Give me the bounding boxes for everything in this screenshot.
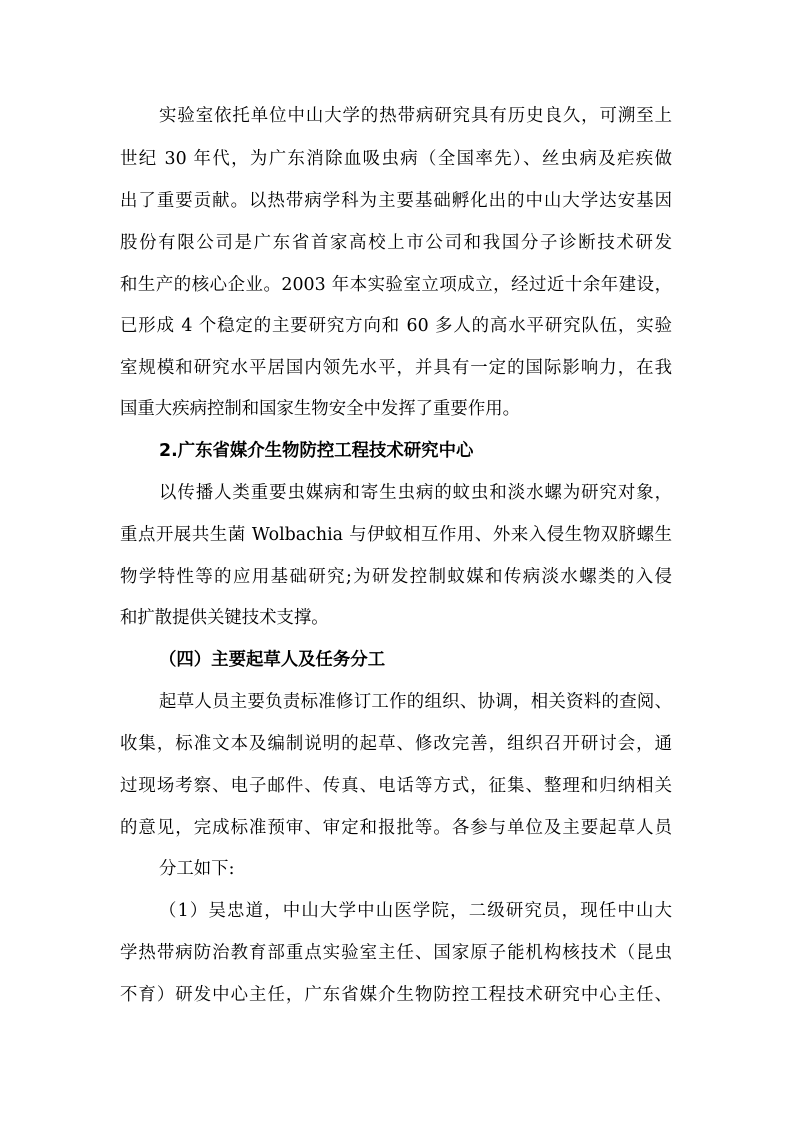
text-line: 室规模和研究水平居国内领先水平，并具有一定的国际影响力，在我 [120,358,672,378]
text-line: 不育）研发中心主任，广东省媒介生物防控工程技术研究中心主任、 [120,985,672,1005]
text-line: 起草人员主要负责标准修订工作的组织、协调，相关资料的查阅、 [159,692,672,712]
text-line: 和扩散提供关键技术支撑。 [120,608,329,628]
text-line: 重点开展共生菌 Wolbachia 与伊蚊相互作用、外来入侵生物双脐螺生 [120,525,672,545]
text-line: 实验室依托单位中山大学的热带病研究具有历史良久，可溯至上 [159,106,672,126]
text-line: 和生产的核心企业。2003 年本实验室立项成立，经过近十余年建设， [120,275,672,295]
text-line: （1）吴忠道，中山大学中山医学院，二级研究员，现任中山大 [159,901,672,921]
text-line: 物学特性等的应用基础研究;为研发控制蚊媒和传病淡水螺类的入侵 [120,567,672,587]
text-line: 过现场考察、电子邮件、传真、电话等方式，征集、整理和归纳相关 [120,776,672,796]
text-line: 国重大疾病控制和国家生物安全中发挥了重要作用。 [120,399,520,419]
section-heading: （四）主要起草人及任务分工 [159,650,386,670]
text-line: 学热带病防治教育部重点实验室主任、国家原子能机构核技术（昆虫 [120,943,672,963]
section-heading: 2.广东省媒介生物防控工程技术研究中心 [159,441,474,461]
text-line: 分工如下: [159,859,235,879]
text-line: 已形成 4 个稳定的主要研究方向和 60 多人的高水平研究队伍，实验 [120,316,672,336]
text-line: 以传播人类重要虫媒病和寄生虫病的蚊虫和淡水螺为研究对象， [159,483,672,503]
text-line: 的意见，完成标准预审、审定和报批等。各参与单位及主要起草人员 [120,818,672,838]
text-line: 世纪 30 年代，为广东消除血吸虫病（全国率先）、丝虫病及疟疾做 [120,149,672,169]
text-line: 收集，标准文本及编制说明的起草、修改完善，组织召开研讨会，通 [120,734,672,754]
text-line: 出了重要贡献。以热带病学科为主要基础孵化出的中山大学达安基因 [120,191,672,211]
text-line: 股份有限公司是广东省首家高校上市公司和我国分子诊断技术研发 [120,233,672,253]
